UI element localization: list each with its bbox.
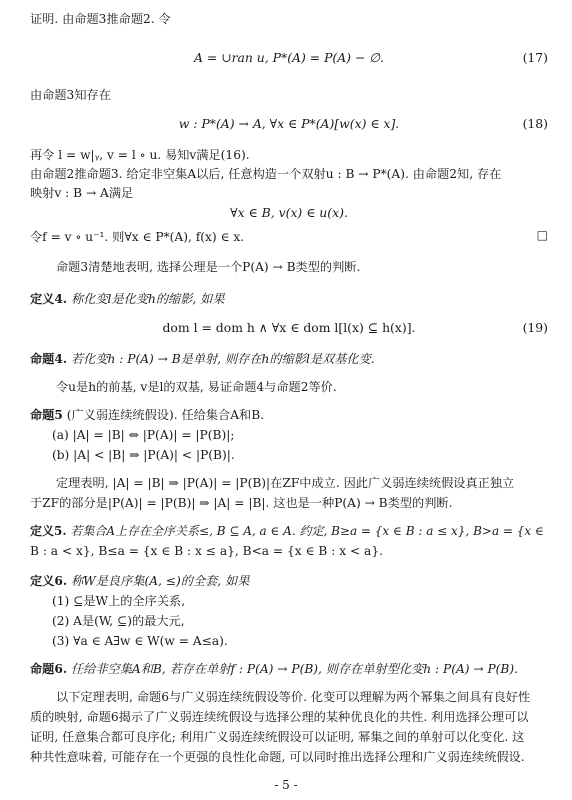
definition-body: 称化变l是化变h的缩影, 如果 xyxy=(67,292,225,306)
page-number: - 5 - xyxy=(274,778,298,792)
proposition-item-a: (a) |A| = |B| ⇔ |P(A)| = |P(B)|; xyxy=(52,428,235,442)
proposition-heading: 命题5 xyxy=(30,408,63,422)
equation-number: (17) xyxy=(522,50,548,65)
text-line: 命题3清楚地表明, 选择公理是一个P(A) → B类型的判断. xyxy=(56,260,361,274)
text-line: 映射v : B → A满足 xyxy=(30,186,134,200)
text-line: 令f = v ∘ u⁻¹. 则∀x ∈ P*(A), f(x) ∈ x. xyxy=(30,230,245,244)
proposition-body: 若化变h : P(A) → B是单射, 则存在h的缩影l是双基化变. xyxy=(67,352,375,366)
proposition-heading: 命题4. xyxy=(30,352,68,366)
definition-6 xyxy=(30,572,548,590)
proposition-4 xyxy=(30,350,548,368)
equation-body: ∀x ∈ B, v(x) ∈ u(x). xyxy=(230,205,348,220)
equation-body: A = ∪ran u, P*(A) = P(A) − ∅. xyxy=(193,50,385,65)
definition-body: 称W是良序集(A, ≤)的全套, 如果 xyxy=(67,574,250,588)
equation-unnumbered xyxy=(30,203,548,223)
definition-heading: 定义5. xyxy=(30,524,67,538)
definition-body: 若集合A上存在全序关系≤, B ⊆ A, a ∈ A. 约定, B≥a = {x ∈ B : a ≤ x}, B>a = {x ∈ xyxy=(66,524,544,538)
equation-number: (19) xyxy=(522,320,548,335)
text-line: B : a < x}, B≤a = {x ∈ B : x ≤ a}, B<a = {x ∈ B : x < a}. xyxy=(30,544,383,558)
proposition-body: 任给非空集A和B, 若存在单射f : P(A) → P(B), 则存在单射型化变h : P(A) → P(B). xyxy=(67,662,519,676)
proposition-5 xyxy=(30,406,548,424)
proof-line: 证明. 由命题3推命题2. 令 xyxy=(30,12,171,26)
equation-19 xyxy=(30,318,548,338)
proposition-body: (广义弱连续统假设). 任给集合A和B. xyxy=(62,408,265,422)
definition-item-3: (3) ∀a ∈ A∃w ∈ W(w = A≤a). xyxy=(52,634,228,648)
proposition-item-b: (b) |A| < |B| ⇒ |P(A)| < |P(B)|. xyxy=(52,448,235,462)
proposition-heading: 命题6. xyxy=(30,662,68,676)
equation-17 xyxy=(30,48,548,68)
equation-body: w : P*(A) → A, ∀x ∈ P*(A)[w(x) ∈ x]. xyxy=(178,116,400,131)
definition-5 xyxy=(30,522,548,540)
text-line: 种共性意味着, 可能存在一个更强的良性化命题, 可以同时推出选择公理和广义弱连续统假设. xyxy=(30,750,525,764)
equation-number: (18) xyxy=(522,116,548,131)
equation-18 xyxy=(30,114,548,134)
definition-4 xyxy=(30,290,548,308)
text-line: 由命题2推命题3. 给定非空集A以后, 任意构造一个双射u : B → P*(A). 由命题2知, 存在 xyxy=(30,167,502,181)
proposition-6 xyxy=(30,660,548,678)
text-line: 由命题3知存在 xyxy=(30,88,111,102)
text-line: 再令 l = w|ᵧ, v = l ∘ u. 易知v满足(16). xyxy=(30,148,250,162)
text-line: 证明, 任意集合都可良序化; 利用广义弱连续统假设可以证明, 幂集之间的单射可以化变化. 这 xyxy=(30,730,525,744)
equation-body: dom l = dom h ∧ ∀x ∈ dom l[l(x) ⊆ h(x)]. xyxy=(162,320,416,335)
text-line: 定理表明, |A| = |B| ⇒ |P(A)| = |P(B)|在ZF中成立. 因此广义弱连续统假设真正独立 xyxy=(56,476,515,490)
definition-item-2: (2) A是(W, ⊆)的最大元, xyxy=(52,614,185,628)
text-line: 令u是h的前基, v是l的双基, 易证命题4与命题2等价. xyxy=(56,380,337,394)
text-line: 于ZF的部分是|P(A)| = |P(B)| ⇒ |A| = |B|. 这也是一种P(A) → B类型的判断. xyxy=(30,496,453,510)
qed-symbol: □ xyxy=(536,228,548,242)
definition-heading: 定义6. xyxy=(30,574,68,588)
text-line: 质的映射, 命题6揭示了广义弱连续统假设与选择公理的某种优良化的共性. 利用选择公理可以 xyxy=(30,710,529,724)
definition-item-1: (1) ⊆是W上的全序关系, xyxy=(52,594,186,608)
text-line: 以下定理表明, 命题6与广义弱连续统假设等价. 化变可以理解为两个幂集之间具有良好性 xyxy=(56,690,531,704)
definition-heading: 定义4. xyxy=(30,292,68,306)
